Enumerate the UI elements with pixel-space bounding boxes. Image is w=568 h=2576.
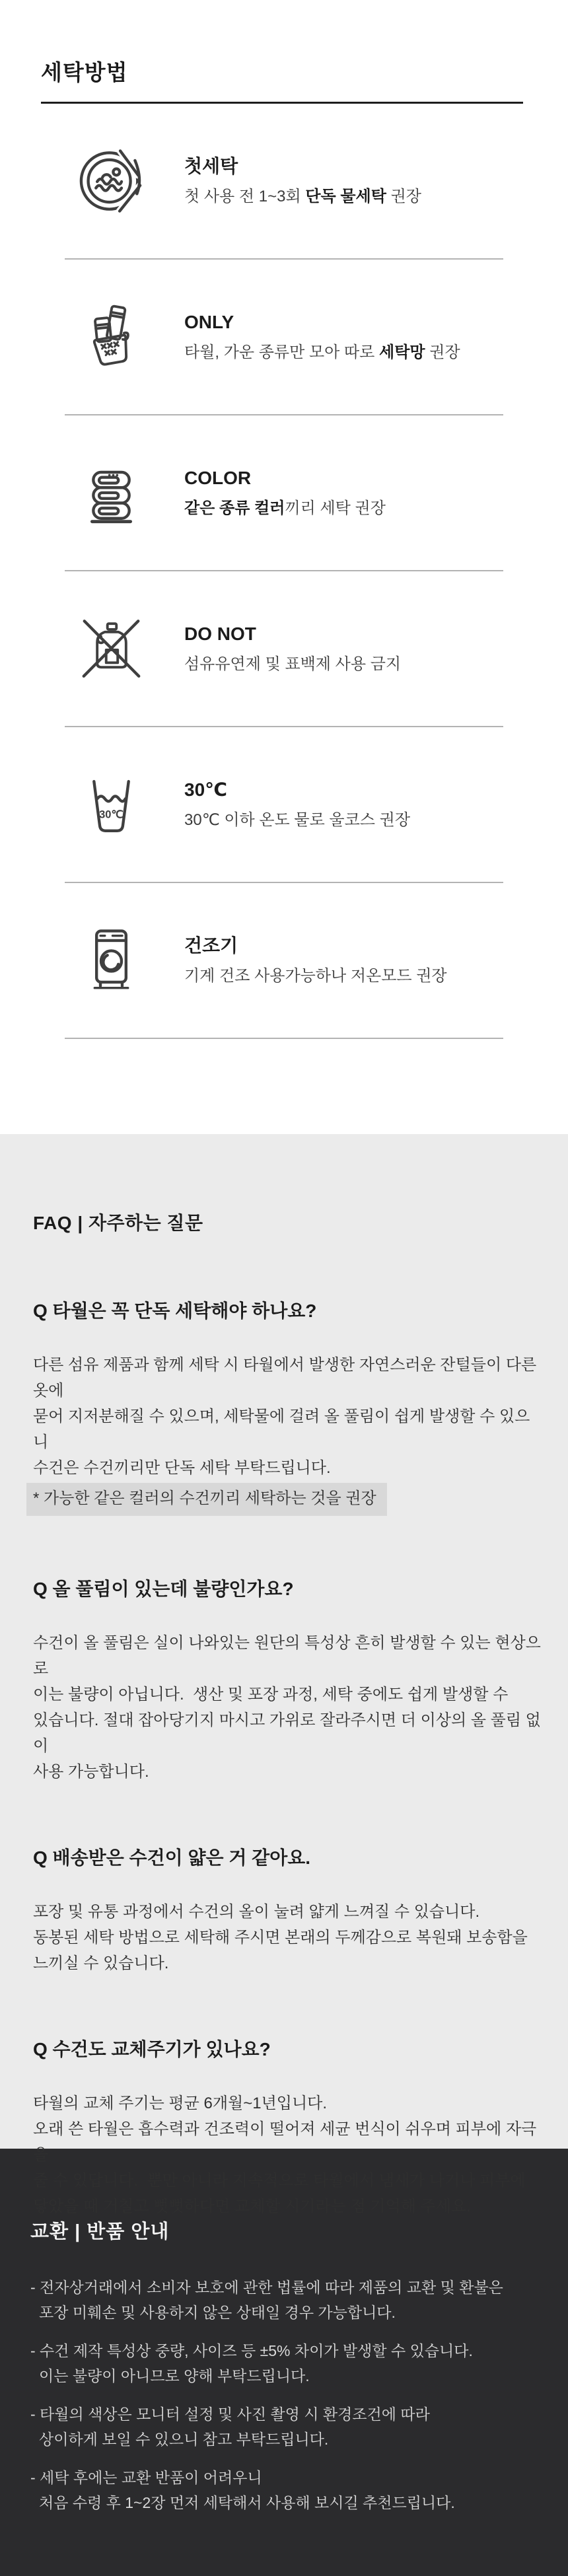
wash-item-title: ONLY (184, 312, 234, 332)
faq-entry-loose-threads (33, 1576, 542, 1785)
faq-entry-replacement-cycle (33, 2036, 542, 2219)
wash-text-dryer (184, 935, 447, 986)
wash-row-color (65, 415, 503, 571)
wash-text-temp (184, 779, 410, 830)
faq-section-title: FAQ | 자주하는 질문 (33, 1213, 203, 1233)
faq-section (0, 1134, 568, 2215)
faq-question: Q 타월은 꼭 단독 세탁해야 하나요? (33, 1301, 317, 1321)
dryer-icon (79, 924, 143, 997)
no-softener-icon (79, 612, 143, 685)
faq-entry-thin-towel (33, 1845, 542, 1976)
exchange-notice-item: - 세탁 후에는 교환 반품이 어려우니 처음 수령 후 1~2장 먼저 세탁해서 사용해 보시길 추천드립니다. (30, 2469, 455, 2511)
wash-row-only (65, 260, 503, 415)
faq-question: Q 배송받은 수건이 얇은 거 같아요. (33, 1847, 311, 1868)
wash-text-only (184, 311, 460, 363)
exchange-notice-item: - 수건 제작 특성상 중량, 사이즈 등 ±5% 차이가 발생할 수 있습니다. 이는 불량이 아니므로 양해 부탁드립니다. (30, 2342, 473, 2384)
exchange-section-title: 교환 | 반품 안내 (30, 2221, 170, 2242)
wash-row-temp (65, 727, 503, 883)
wash-item-title: COLOR (184, 468, 252, 488)
wash-item-title: 건조기 (184, 935, 238, 956)
icon-temp-label: 30℃ (99, 808, 124, 821)
wash-item-desc: 타월, 가운 종류만 모아 따로 세탁망 권장 (184, 343, 460, 361)
wash-row-first-wash (65, 104, 503, 260)
faq-answer: 포장 및 유통 과정에서 수건의 올이 눌려 얇게 느껴질 수 있습니다. 동봉된 세탁 방법으로 세탁해 주시면 본래의 두께감으로 복원돼 보송함을 느끼실 수 있습니다. (33, 1903, 528, 1972)
wash-text-do-not (184, 623, 401, 674)
wash-method-section (0, 0, 568, 1134)
wash-item-desc: 같은 종류 컬러끼리 세탁 권장 (184, 499, 386, 517)
wash-item-title: DO NOT (184, 624, 256, 644)
faq-answer: 타월의 교체 주기는 평균 6개월~1년입니다. 오래 쓴 타월은 흡수력과 건조력이 떨어져 세균 번식이 쉬우며 피부에 자극을 줄 수 있답니다. 뿐만 아니라 지속적으로 타월에서 냄새가 나거나 피부에 닿았을 때 거칠고 뻣뻣하다면 교체할 시기라는 점 기억해 주세요. (33, 2094, 537, 2215)
page-title: 세탁방법 (41, 60, 128, 85)
water-temp-icon (79, 768, 143, 841)
wash-text-first-wash (184, 155, 421, 207)
exchange-notice-item: - 타월의 색상은 모니터 설정 및 사진 촬영 시 환경조건에 따라 상이하게 보일 수 있으니 참고 부탁드립니다. (30, 2406, 430, 2448)
wash-item-title: 첫세탁 (184, 156, 238, 176)
faq-note-highlight: * 가능한 같은 컬러의 수건끼리 세탁하는 것을 권장 (26, 1483, 387, 1516)
wash-item-title: 30℃ (184, 779, 228, 800)
wash-row-dryer (65, 883, 503, 1039)
wash-item-desc: 기계 건조 사용가능하나 저온모드 권장 (184, 967, 447, 985)
wash-row-do-not (65, 571, 503, 727)
towel-stack-icon (79, 456, 143, 529)
wash-instruction-list (65, 104, 503, 1039)
wash-item-desc: 첫 사용 전 1~3회 단독 물세탁 권장 (184, 188, 421, 205)
first-wash-icon (79, 145, 143, 217)
faq-answer: 다른 섬유 제품과 함께 세탁 시 타월에서 발생한 자연스러운 잔털들이 다른 옷에 묻어 지저분해질 수 있으며, 세탁물에 걸려 올 풀림이 쉽게 발생할 수 있으니 수건은 수건끼리만 단독 세탁 부탁드립니다. * 가능한 같은 컬러의 수건끼리 세탁하는 것을 권장 (33, 1352, 542, 1516)
faq-answer: 수건이 올 풀림은 실이 나와있는 원단의 특성상 흔히 발생할 수 있는 현상으로 이는 불량이 아닙니다. 생산 및 포장 과정, 세탁 중에도 쉽게 발생할 수 있습니다. 절대 잡아당기지 마시고 가위로 잘라주시면 더 이상의 올 풀림 없이 사용 가능합니다. (33, 1634, 541, 1781)
wash-item-desc: 섬유유연제 및 표백제 사용 금지 (184, 655, 402, 673)
faq-entry-single-wash (33, 1298, 542, 1516)
faq-question: Q 올 풀림이 있는데 불량인가요? (33, 1579, 294, 1599)
wash-item-desc: 30℃ 이하 온도 물로 울코스 권장 (184, 811, 411, 829)
laundry-net-icon (79, 301, 143, 373)
wash-text-color (184, 467, 386, 519)
exchange-notice-item: - 전자상거래에서 소비자 보호에 관한 법률에 따라 제품의 교환 및 환불은 포장 미훼손 및 사용하지 않은 상태일 경우 가능합니다. (30, 2279, 503, 2321)
faq-question: Q 수건도 교체주기가 있나요? (33, 2039, 271, 2059)
